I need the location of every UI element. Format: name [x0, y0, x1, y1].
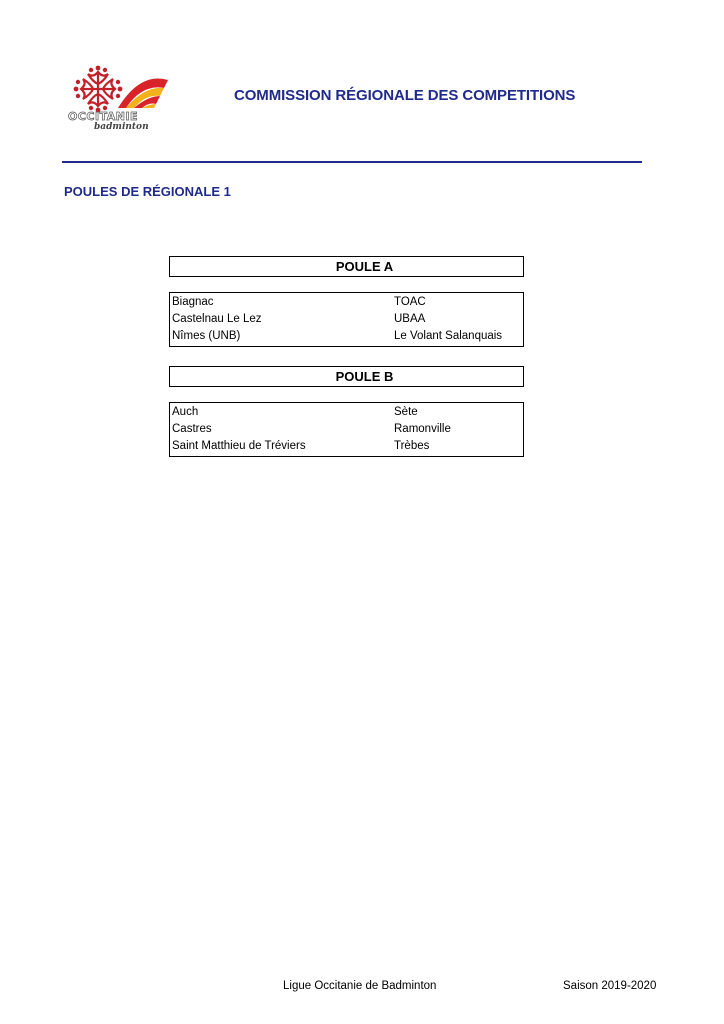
footer-organization: Ligue Occitanie de Badminton [283, 980, 437, 992]
team-name: Castelnau Le Lez [172, 313, 262, 325]
poule-b-title: POULE B [335, 369, 394, 384]
occitanie-badminton-logo [60, 62, 180, 136]
header-divider [62, 161, 642, 163]
logo-sub-text: badminton [94, 122, 149, 132]
team-name: TOAC [394, 296, 426, 308]
poule-a-teams-table [169, 292, 524, 347]
team-name: Biagnac [172, 296, 214, 308]
table-row [172, 328, 523, 345]
document-title: COMMISSION RÉGIONALE DES COMPETITIONS [234, 87, 576, 104]
poule-b-teams-table [169, 402, 524, 457]
team-name: Nîmes (UNB) [172, 330, 241, 342]
table-row [172, 294, 523, 311]
team-name: Sète [394, 406, 418, 418]
team-name: Auch [172, 406, 199, 418]
table-row [172, 438, 523, 455]
team-name: Castres [172, 423, 212, 435]
poule-a-title: POULE A [335, 259, 394, 274]
team-name: UBAA [394, 313, 426, 325]
table-row [172, 421, 523, 438]
team-name: Saint Matthieu de Tréviers [172, 440, 306, 452]
poule-a-header [169, 256, 524, 277]
team-name: Ramonville [394, 423, 451, 435]
section-title: POULES DE RÉGIONALE 1 [64, 184, 231, 199]
table-row [172, 311, 523, 328]
team-name: Trèbes [394, 440, 430, 452]
table-row [172, 404, 523, 421]
poule-b-header [169, 366, 524, 387]
logo-brand-text: OCCITANIE [68, 110, 139, 123]
team-name: Le Volant Salanquais [394, 330, 503, 342]
footer-season: Saison 2019-2020 [563, 980, 657, 992]
